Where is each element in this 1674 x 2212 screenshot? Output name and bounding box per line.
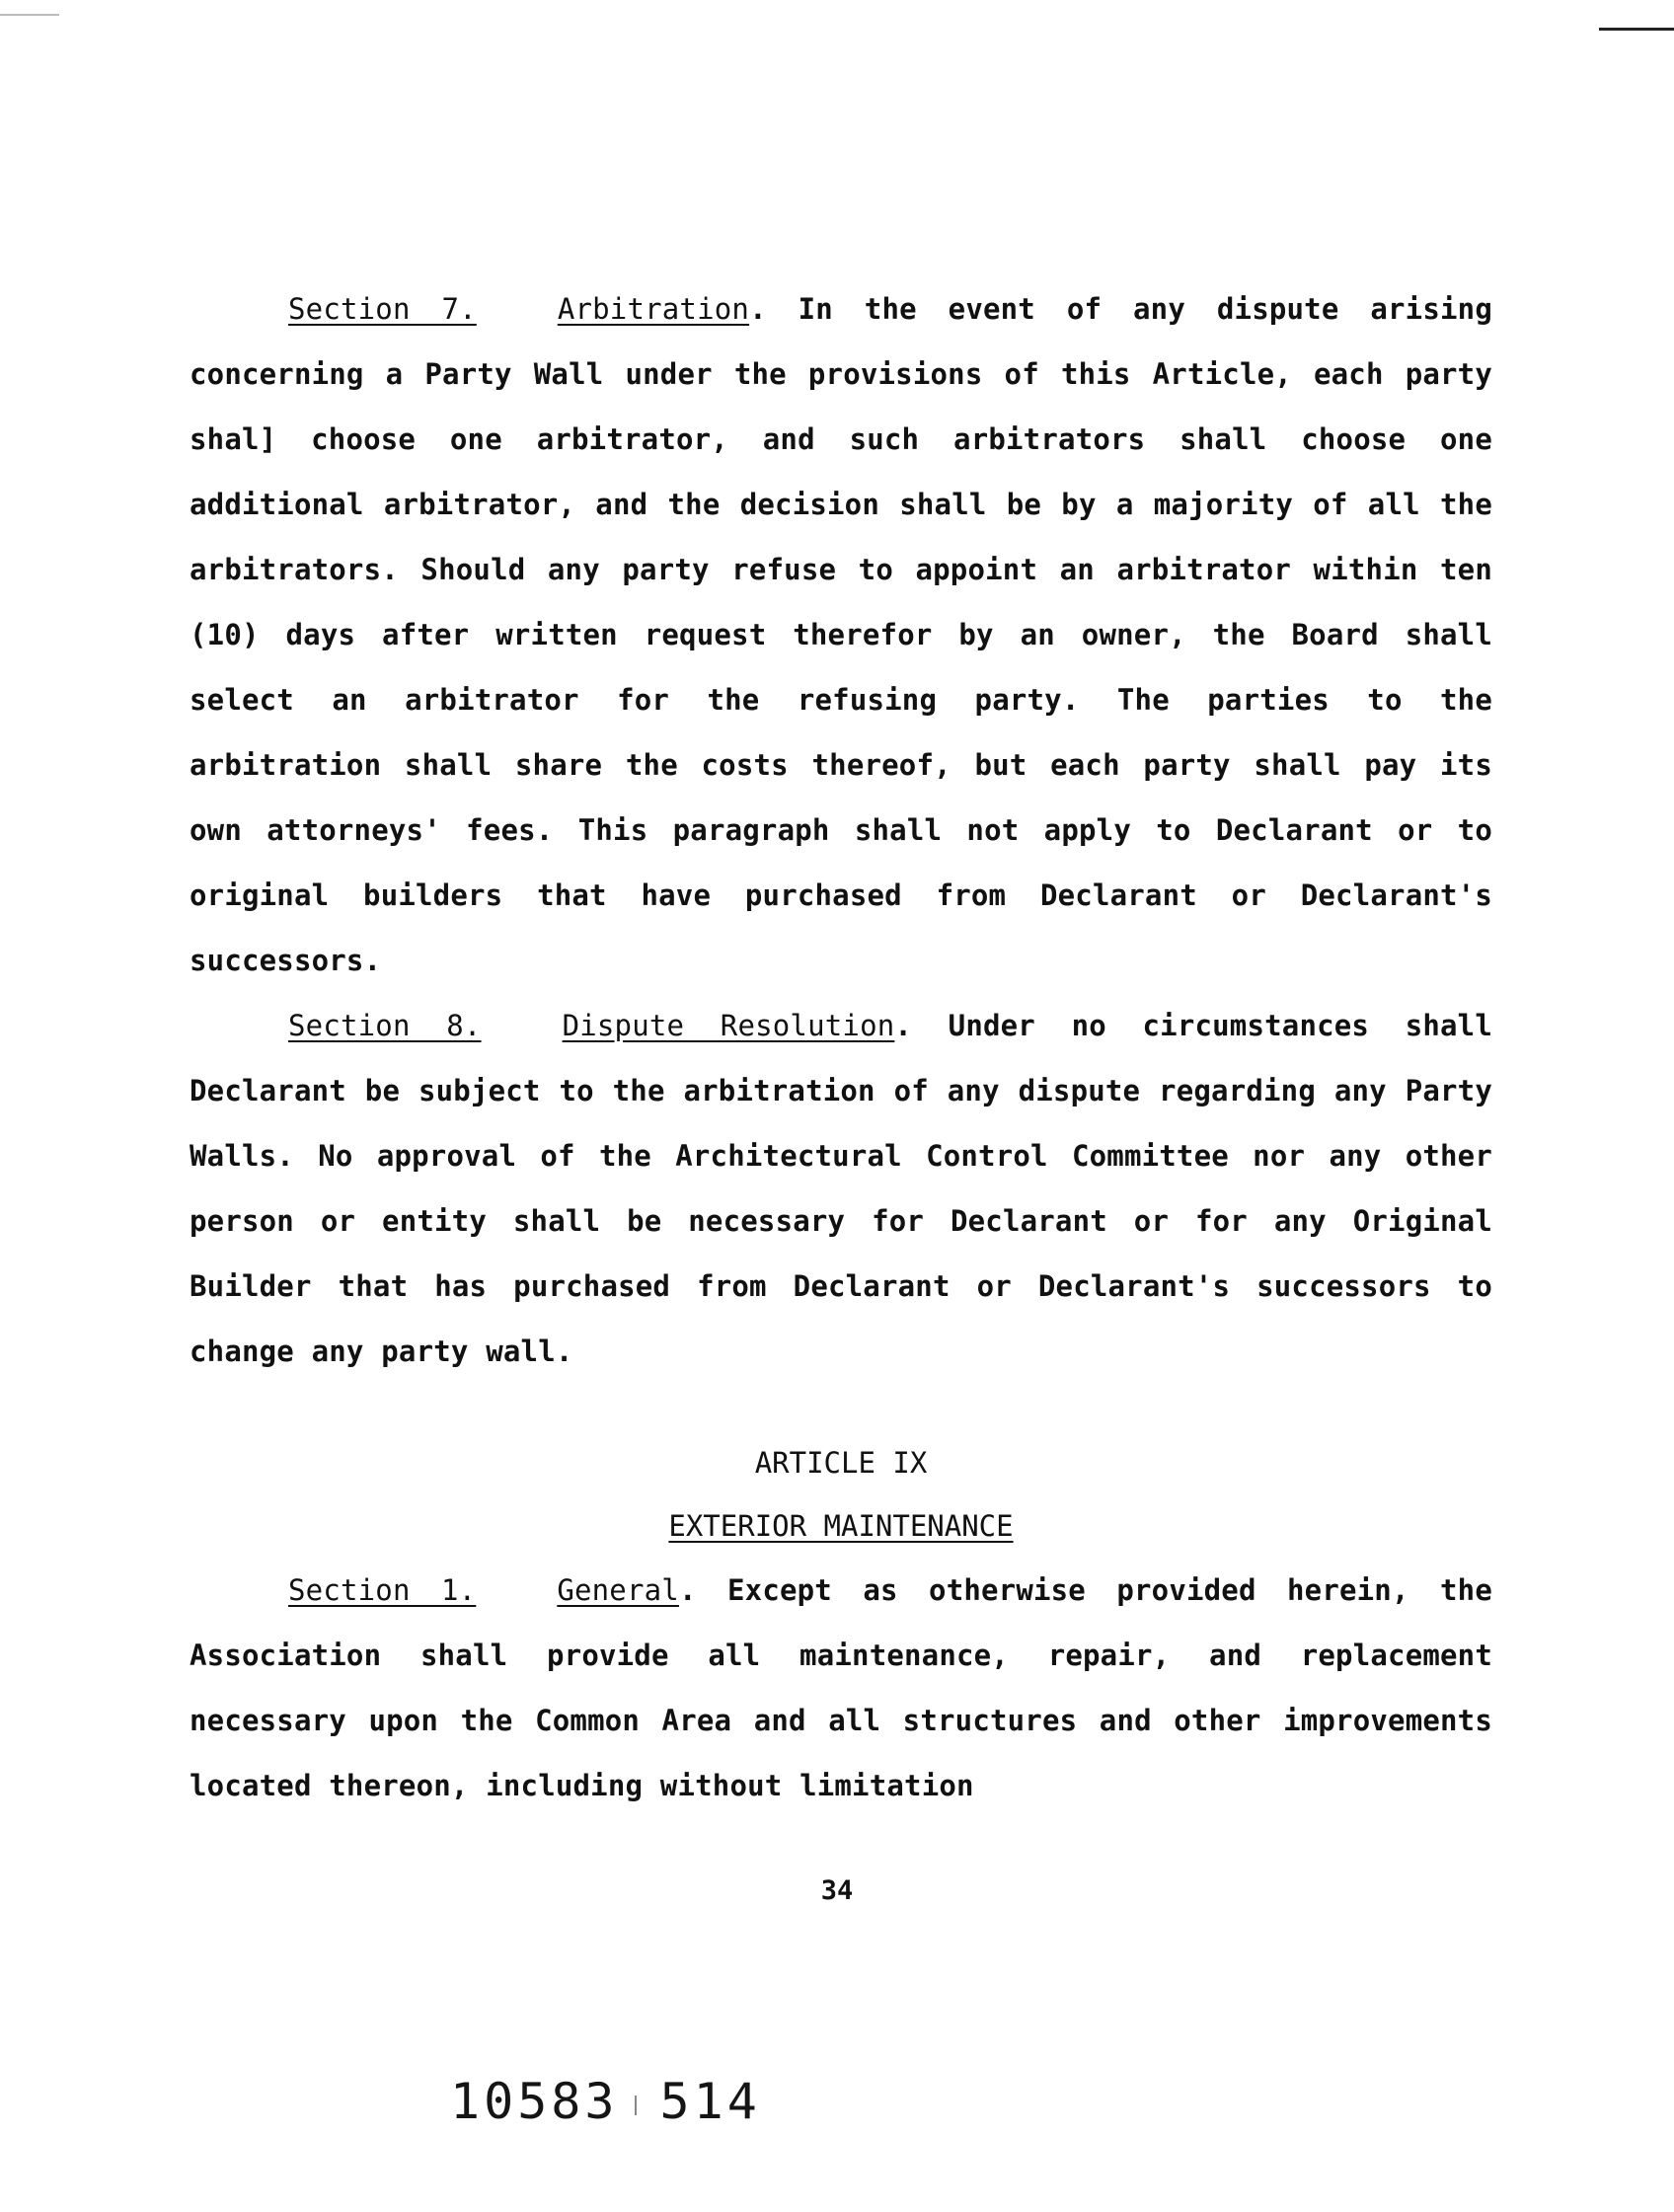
- section-8-text: . Under no circumstances shall Declarant be subject to the arbitration of any dispute regarding any Party Walls. No approval of the Architectural Control Committee nor any other person or entity shall be necessary for Declarant or for any Original Builder that has purchased from Declarant or Declarant's successors to change any party wall.: [190, 1009, 1492, 1368]
- section-7-text: . In the event of any dispute arising concerning a Party Wall under the provisions of this Article, each party shal] choose one arbitrator, and such arbitrators shall choose one additional arbitrator, and the decision shall be by a majority of all the arbitrators. Should any party refuse to appoint an arbitrator within ten (10) days after written request therefor by an owner, the Board shall select an arbitrator for the refusing party. The parties to the arbitration shall share the costs thereof, but each party shall pay its own attorneys' fees. This paragraph shall not apply to Declarant or to original builders that have purchased from Declarant or Declarant's successors.: [190, 292, 1492, 977]
- section-8-paragraph: [190, 993, 1492, 1384]
- article-title-wrapper: [190, 1494, 1492, 1558]
- document-body: [190, 276, 1492, 1818]
- scan-edge-mark: [0, 14, 59, 16]
- section-7-title: Arbitration: [557, 292, 750, 326]
- section-8-label: Section 8.: [288, 1009, 482, 1042]
- article-section-1-text: . Except as otherwise provided herein, the Association shall provide all maintenance, repair, and replacement necessary upon the Common Area and all structures and other improvements located thereon, including without limitation: [190, 1573, 1492, 1802]
- stamp-separator-mark: [635, 2096, 637, 2115]
- page-number: 34: [820, 1875, 854, 1906]
- article-section-1-label: Section 1.: [288, 1573, 477, 1607]
- recording-volume: 10583: [450, 2073, 619, 2130]
- article-title: EXTERIOR MAINTENANCE: [668, 1509, 1014, 1543]
- recording-page: 514: [659, 2073, 761, 2130]
- article-section-1-title: General: [557, 1573, 679, 1607]
- article-section-1-paragraph: [190, 1558, 1492, 1818]
- section-8-title: Dispute Resolution: [562, 1009, 895, 1042]
- scan-edge-mark: [1599, 28, 1674, 31]
- section-7-paragraph: [190, 276, 1492, 993]
- recording-stamp: [450, 2073, 761, 2130]
- section-7-label: Section 7.: [288, 292, 477, 326]
- article-number: ARTICLE IX: [754, 1446, 928, 1480]
